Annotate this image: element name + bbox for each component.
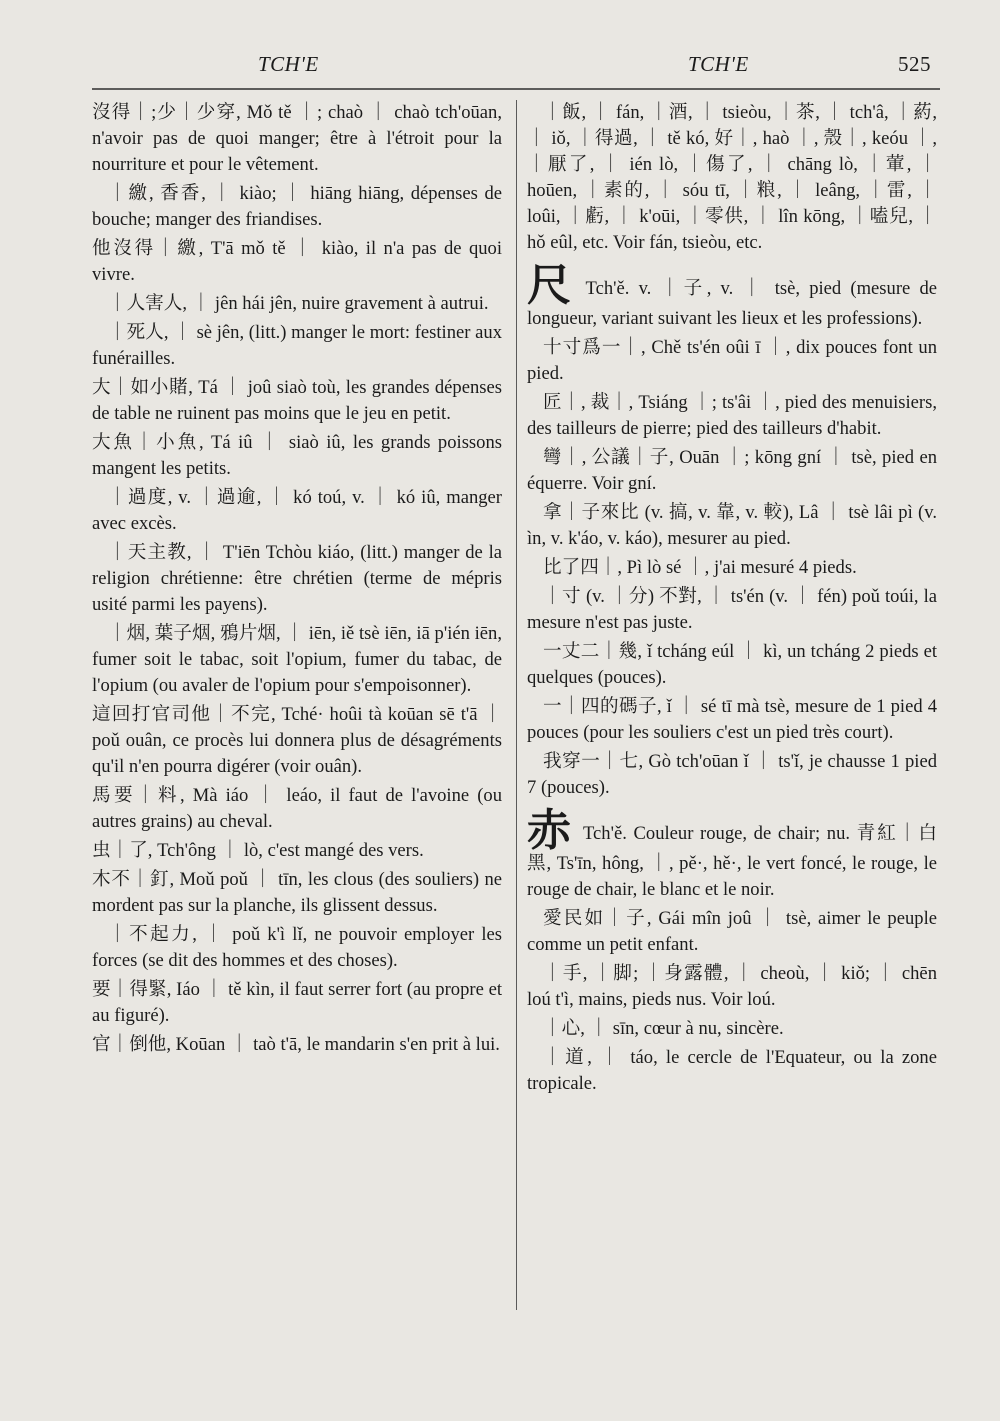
right-column	[527, 100, 937, 1100]
headword-character: 尺	[527, 260, 576, 311]
dictionary-entry: 大｜如小賭, Tá ｜ joû siaò toù, les grandes dépenses de table ne ruinent pas moins que le jeu en petit.	[92, 377, 502, 424]
dictionary-entry: ｜手, ｜脚; ｜身露體, ｜ cheoù, ｜ kiǒ; ｜ chēn loú t'ì, mains, pieds nus. Voir loú.	[527, 963, 937, 1010]
dictionary-entry: ｜死人, ｜ sè jên, (litt.) manger le mort: festiner aux funérailles.	[92, 322, 502, 369]
dictionary-entry: ｜飯, ｜ fán, ｜酒, ｜ tsieòu, ｜茶, ｜ tch'â, ｜葯, ｜ iǒ, ｜得過, ｜ tě kó, 好｜, haò ｜, 殼｜, keóu ｜, ｜厭了, ｜ ién lò, ｜傷了, ｜ chāng lò, ｜葷, ｜ hoūen, ｜素的, ｜ sóu tī, ｜粮, ｜ leâng, ｜雷, ｜ loûi, ｜虧, ｜ k'oūi, ｜零供, ｜ lîn kōng, ｜嗑兒, ｜ hǒ eûl, etc. Voir fán, tsieòu, etc.	[527, 102, 937, 253]
running-header-left: TCH'E	[258, 52, 319, 76]
dictionary-entry: 一｜四的碼子, ǐ ｜ sé tī mà tsè, mesure de 1 pied 4 pouces (pour les souliers c'est un pied très court).	[527, 696, 937, 743]
dictionary-entry: 拿｜子來比 (v. 搞, v. 靠, v. 較), Lâ ｜ tsè lâi pì (v. ìn, v. k'áo, v. káo), mesurer au pied.	[527, 502, 937, 549]
dictionary-entry: ｜不起力, ｜ poǔ k'ì lǐ, ne pouvoir employer les forces (se dit des hommes et des choses).	[92, 924, 502, 971]
running-header-right: TCH'E	[688, 52, 749, 76]
dictionary-entry: 他沒得｜繳, T'ā mǒ tě ｜ kiào, il n'a pas de quoi vivre.	[92, 238, 502, 285]
header-rule	[92, 88, 940, 90]
headword-entry	[527, 805, 938, 903]
dictionary-entry: 馬要｜料, Mà iáo ｜ leáo, il faut de l'avoine (ou autres grains) au cheval.	[92, 785, 502, 832]
dictionary-entry: ｜心, ｜ sīn, cœur à nu, sincère.	[543, 1018, 784, 1039]
dictionary-entry: 比了四｜, Pì lò sé ｜, j'ai mesuré 4 pieds.	[543, 557, 857, 578]
headword-definition: Tch'ě. v. ｜子, v. ｜ tsè, pied (mesure de longueur, variant suivant les lieux et les professions).	[527, 278, 938, 329]
dictionary-entry: 一丈二｜幾, ǐ tcháng eúl ｜ kì, un tcháng 2 pieds et quelques (pouces).	[527, 641, 937, 688]
dictionary-entry: 這回打官司他｜不完, Tché· hoûi tà koūan sē t'ā ｜ poǔ ouân, ce procès lui donnera plus de désagréments qu'il n'en pourra digérer (voir ouân).	[92, 704, 502, 777]
headword-entry	[527, 260, 938, 332]
dictionary-entry: 大魚｜小魚, Tá iû ｜ siaò iû, les grands poissons mangent les petits.	[92, 432, 502, 479]
dictionary-entry: 愛民如｜子, Gái mîn joû ｜ tsè, aimer le peuple comme un petit enfant.	[527, 908, 937, 955]
dictionary-entry: ｜道, ｜ táo, le cercle de l'Equateur, ou la zone tropicale.	[527, 1047, 937, 1094]
dictionary-entry: 沒得｜;少｜少穿, Mǒ tě ｜; chaò ｜ chaò tch'oūan, n'avoir pas de quoi manger; être à l'étroit pour la nourriture et pour le vêtement.	[92, 102, 502, 175]
dictionary-entry: 十寸爲一｜, Chě ts'én oûi ī ｜, dix pouces font un pied.	[527, 337, 937, 384]
dictionary-entry: 官｜倒他, Koūan ｜ taò t'ā, le mandarin s'en prit à lui.	[92, 1034, 500, 1055]
dictionary-entry: ｜過度, v. ｜過逾, ｜ kó toú, v. ｜ kó iû, manger avec excès.	[92, 487, 502, 534]
dictionary-entry: 木不｜釘, Moǔ poǔ ｜ tīn, les clous (des souliers) ne mordent pas sur la planche, ils glissent dessus.	[92, 869, 502, 916]
dictionary-entry: 虫｜了, Tch'ông ｜ lò, c'est mangé des vers.	[92, 840, 424, 861]
headword-character: 赤	[527, 805, 573, 856]
dictionary-entry: ｜寸 (v. ｜分) 不對, ｜ ts'én (v. ｜ fén) poǔ toúi, la mesure n'est pas juste.	[527, 586, 937, 633]
page-number: 525	[898, 52, 931, 76]
dictionary-entry: ｜天主教, ｜ T'iēn Tchòu kiáo, (litt.) manger de la religion chrétienne: être chrétien (terme de mépris usité parmi les payens).	[92, 542, 502, 615]
dictionary-entry: ｜烟, 葉子烟, 鴉片烟, ｜ iēn, iě tsè iēn, iā p'ién iēn, fumer soit le tabac, soit l'opium, fumer du tabac, de l'opium (ou avaler de l'opium pour s'empoisonner).	[92, 623, 502, 696]
dictionary-entry: ｜人害人, ｜ jên hái jên, nuire gravement à autrui.	[108, 293, 489, 314]
dictionary-entry: ｜繳, 香香, ｜ kiào; ｜ hiāng hiāng, dépenses de bouche; manger des friandises.	[92, 183, 502, 230]
dictionary-entry: 匠｜, 裁｜, Tsiáng ｜; ts'âi ｜, pied des menuisiers, des tailleurs de pierre; pied des tailleurs d'habit.	[527, 392, 937, 439]
dictionary-entry: 彎｜, 公議｜子, Ouān ｜; kōng gní ｜ tsè, pied en équerre. Voir gní.	[527, 447, 937, 494]
dictionary-entry: 要｜得緊, Iáo ｜ tě kìn, il faut serrer fort (au propre et au figuré).	[92, 979, 502, 1026]
dictionary-entry: 我穿一｜七, Gò tch'oūan ǐ ｜ ts'ǐ, je chausse 1 pied 7 (pouces).	[527, 751, 937, 798]
column-divider	[516, 100, 517, 1310]
headword-definition: Tch'ě. Couleur rouge, de chair; nu. 青紅｜白黑, Ts'īn, hông, ｜, pě·, hě·, le vert foncé, le rouge, le rouge de chair, le blanc et le noir.	[527, 823, 938, 900]
left-column	[92, 100, 502, 1061]
